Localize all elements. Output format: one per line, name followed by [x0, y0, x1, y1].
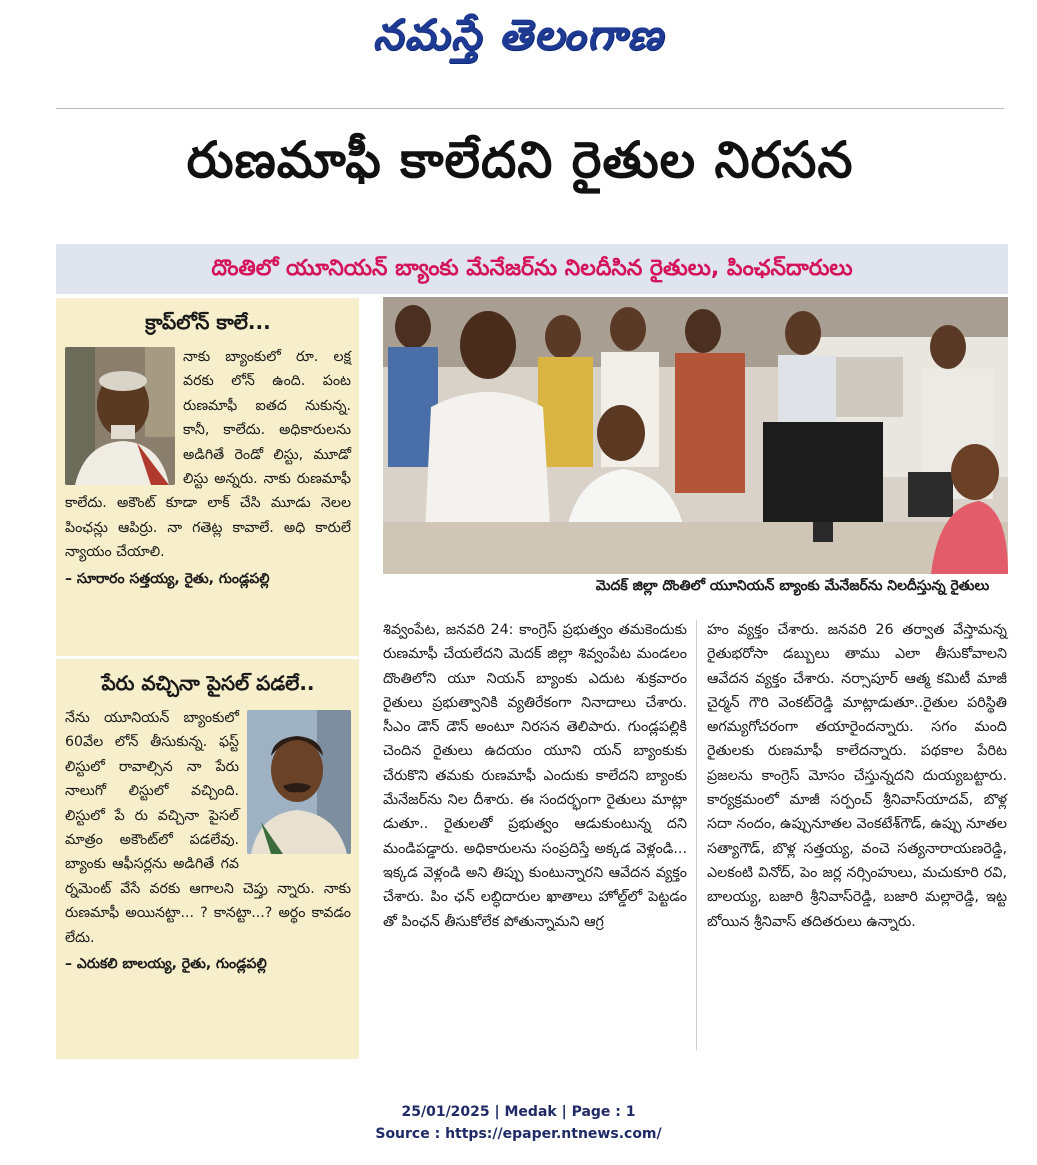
article-column-2: హం వ్యక్తం చేశారు. జనవరి 26 తర్వాత వేస్తామన్న రైతుభరోసా డబ్బులు తాము ఎలా తీసుకోవాలని ఆవేదన వ్యక్తం చేశారు. నర్సాపూర్ ఆత్మ కమిటీ మాజీ చైర్మన్ గౌరి వెంకట్‌రెడ్డి మాట్లాడుతూ..రైతుల పరిస్థితి అగమ్యగోచరంగా తయారైందన్నారు. సగం మంది రైతులకు రుణమాఫీ కాలేదన్నారు. పథకాల పేరిట ప్రజలను కాంగ్రెస్ మోసం చేస్తున్నదని దుయ్యబట్టారు. కార్యక్రమంలో మాజీ సర్పంచ్ శ్రీనివాస్‌యాదవ్, బొళ్ల సదా నందం, ఉప్పునూతల వెంకటేశ్‌గౌడ్, ఉప్పు నూతల సత్యాగౌడ్, బొళ్ల సత్తయ్య, వంచె సత్యనారాయణరెడ్డి, ఎలకంటి వినోద్, పెం జర్ల నర్సింహులు, మచుకూరి రవి, బాలయ్య, బజారి శ్రీనివాస్‌రెడ్డి, బజారి మల్లారెడ్డి, ఇట్ట బోయిన శ్రీనివాస్ తదితరులు ఉన్నారు. — [707, 622, 1007, 930]
masthead — [0, 0, 1037, 86]
sidebar-box-title: క్రాప్‌లోన్ కాలే... — [145, 310, 271, 334]
farmer-portrait-icon — [65, 347, 175, 485]
sidebar-box-crop-loan — [56, 298, 359, 656]
sidebar-box-name-listed — [56, 659, 359, 1059]
headline: రుణమాఫీ కాలేదని రైతుల నిరసన — [186, 131, 854, 189]
newspaper-logo: నమస్తే తెలంగాణ — [372, 10, 665, 59]
sidebar-box-title: పేరు వచ్చినా పైసల్ పడలే.. — [101, 671, 315, 695]
footer-source: Source : https://epaper.ntnews.com/ — [375, 1126, 662, 1142]
article-column-1: శివ్వంపేట, జనవరి 24: కాంగ్రెస్ ప్రభుత్వం తమకెందుకు రుణమాఫీ చేయలేదని మెదక్ జిల్లా శివ్వంపేట మండలం దొంతిలోని యూ నియన్ బ్యాంకు ఎదుట శుక్రవారం రైతులు ప్రభుత్వానికి వ్యతిరేకంగా నినాదాలు చేశారు. సీఎం డౌన్ డౌన్ అంటూ నిరసన తెలిపారు. గుండ్లపల్లికి చెందిన రైతులు ఉదయం యూని యన్ బ్యాంకుకు చేరుకొని తమకు రుణమాఫీ ఎందుకు కాలేదని బ్యాంకు మేనేజర్‌ను నిల దీశారు. ఈ సందర్భంగా రైతులు మాట్లా డుతూ.. రైతులతో ప్రభుత్వం ఆడుకుంటున్న దని మండిపడ్డారు. అధికారులను సంప్రదిస్తే అక్కడ వెళ్లండి... ఇక్కడ వెళ్లండి అని తిప్పు కుంటున్నారని ఆవేదన వ్యక్తం చేశారు. పిం ఛన్ లబ్ధిదారుల ఖాతాలు హోల్డ్‌లో పెట్టడం తో పింఛన్ తీసుకోలేక పోతున్నామని ఆగ్ర — [383, 622, 687, 930]
quote-byline: – ఎరుకలి బాలయ్య, రైతు, గుండ్లపల్లి — [65, 956, 267, 973]
sidebar-box-text: నేను యూనియన్ బ్యాంకులో 60వేల లోన్ తీసుకున్న. ఫస్ట్ లిస్టులో రావాల్సిన నా పేరు నాలుగో లిస్టులో వచ్చింది. లిస్టులో పే రు వచ్చినా పైసల్ మాత్రం అకౌంట్‌లో పడలేవు. బ్యాంకు ఆఫీసర్లను అడిగితే గవ ర్నమెంట్ వేసే వరకు ఆగాలని చెప్తు న్నారు. నాకు రుణమాఫీ అయినట్టా... ? కానట్టా...? అర్థం కావడం లేదు. — [65, 710, 351, 946]
sidebar-box-text: నాకు బ్యాంకులో రూ. లక్ష వరకు లోన్ ఉంది. పంట రుణమాఫీ ఐతద నుకున్న. కానీ, కాలేదు. అధికారులను అడిగితే రెండో లిస్టు, మూడో లిస్టు అన్నరు. నాకు రుణమాఫీ కాలేదు. అకౌంట్ కూడా లాక్ చేసి మూడు నెలల పింఛన్లు ఆపిర్రు. నా గతెట్ల కావాలే. అధి కారులే న్యాయం చేయాలి. — [65, 349, 351, 561]
subheadline: దొంతిలో యూనియన్ బ్యాంకు మేనేజర్‌ను నిలదీసిన రైతులు, పింఛన్‌దారులు — [56, 244, 1008, 294]
footer-date: 25/01/2025 | Medak | Page : 1 — [401, 1104, 636, 1120]
farmer-portrait-icon — [247, 710, 351, 854]
column-divider — [696, 620, 697, 1050]
quote-byline: – సూరారం సత్తయ్య, రైతు, గుండ్లపల్లి — [65, 570, 270, 587]
masthead-rule — [56, 108, 1004, 109]
bank-protest-photo — [383, 297, 1008, 574]
photo-caption: మెదక్ జిల్లా దొంతిలో యూనియన్ బ్యాంకు మేనేజర్‌ను నిలదీస్తున్న రైతులు — [595, 578, 990, 594]
